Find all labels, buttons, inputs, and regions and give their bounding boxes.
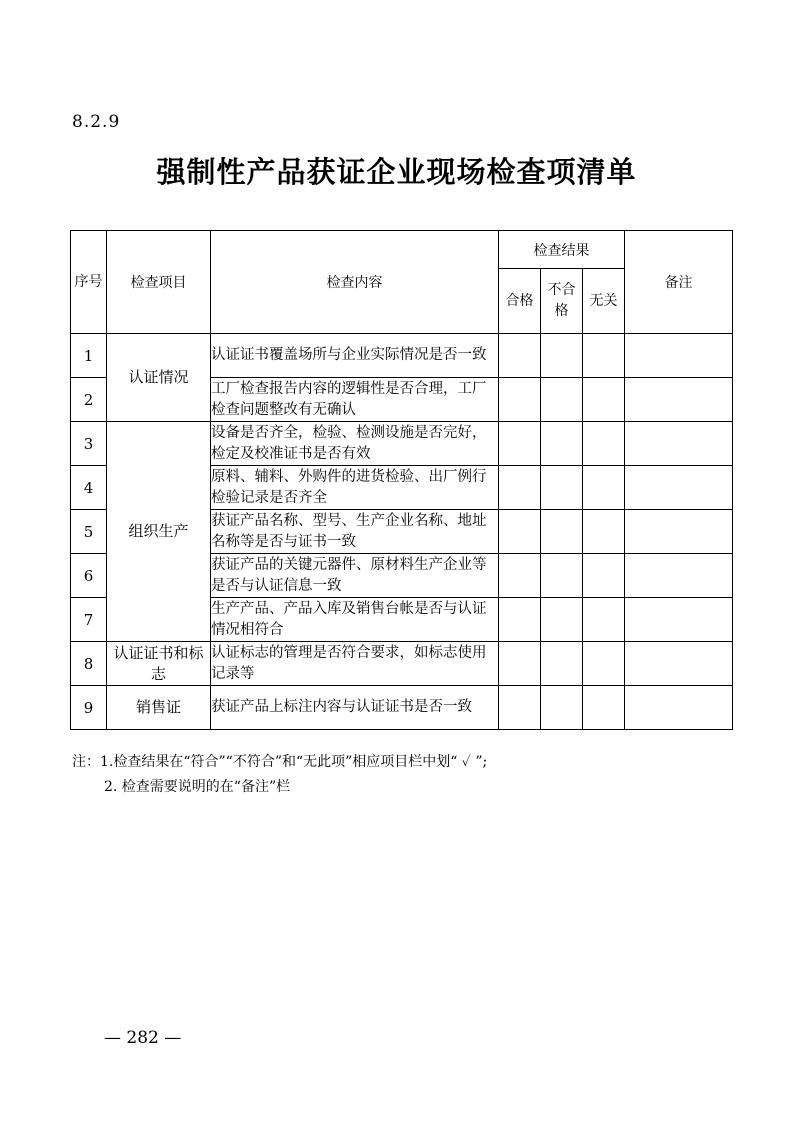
fail-cell[interactable] bbox=[541, 510, 583, 554]
group-label: 认证情况 bbox=[107, 334, 211, 422]
row-number: 6 bbox=[71, 554, 107, 598]
na-cell[interactable] bbox=[583, 554, 625, 598]
remark-cell[interactable] bbox=[625, 510, 733, 554]
row-number: 2 bbox=[71, 378, 107, 422]
row-number: 4 bbox=[71, 466, 107, 510]
na-header: 无关 bbox=[583, 269, 625, 334]
table-row bbox=[71, 422, 733, 466]
inspection-checklist-table bbox=[70, 230, 733, 730]
remark-cell[interactable] bbox=[625, 554, 733, 598]
fail-cell[interactable] bbox=[541, 422, 583, 466]
seq-header: 序号 bbox=[71, 231, 107, 334]
row-content: 认证标志的管理是否符合要求，如标志使用记录等 bbox=[211, 642, 499, 686]
table-row bbox=[71, 686, 733, 730]
page-number: — 282 — bbox=[104, 1028, 182, 1048]
section-number: 8.2.9 bbox=[72, 112, 121, 132]
pass-cell[interactable] bbox=[499, 510, 541, 554]
fail-cell[interactable] bbox=[541, 466, 583, 510]
pass-cell[interactable] bbox=[499, 466, 541, 510]
pass-header: 合格 bbox=[499, 269, 541, 334]
row-number: 1 bbox=[71, 334, 107, 378]
row-content: 获证产品名称、型号、生产企业名称、地址名称等是否与证书一致 bbox=[211, 510, 499, 554]
fail-cell[interactable] bbox=[541, 554, 583, 598]
row-content: 设备是否齐全，检验、检测设施是否完好，检定及校准证书是否有效 bbox=[211, 422, 499, 466]
row-content: 获证产品上标注内容与认证证书是否一致 bbox=[211, 686, 499, 730]
remark-header: 备注 bbox=[625, 231, 733, 334]
na-cell[interactable] bbox=[583, 510, 625, 554]
na-cell[interactable] bbox=[583, 466, 625, 510]
group-label: 认证证书和标志 bbox=[107, 642, 211, 686]
remark-cell[interactable] bbox=[625, 466, 733, 510]
header-row bbox=[71, 231, 733, 269]
na-cell[interactable] bbox=[583, 686, 625, 730]
row-number: 3 bbox=[71, 422, 107, 466]
pass-cell[interactable] bbox=[499, 642, 541, 686]
note-line-1: 注：1.检查结果在“符合”“不符合”和“无此项”相应项目栏中划“ ✓ ”; bbox=[72, 754, 488, 770]
item-header: 检查项目 bbox=[107, 231, 211, 334]
na-cell[interactable] bbox=[583, 422, 625, 466]
content-header: 检查内容 bbox=[211, 231, 499, 334]
group-label: 销售证 bbox=[107, 686, 211, 730]
row-number: 8 bbox=[71, 642, 107, 686]
row-content: 工厂检查报告内容的逻辑性是否合理，工厂检查问题整改有无确认 bbox=[211, 378, 499, 422]
remark-cell[interactable] bbox=[625, 378, 733, 422]
row-content: 原料、辅料、外购件的进货检验、出厂例行检验记录是否齐全 bbox=[211, 466, 499, 510]
note-line-2: 2. 检查需要说明的在“备注”栏 bbox=[104, 779, 291, 795]
pass-cell[interactable] bbox=[499, 598, 541, 642]
na-cell[interactable] bbox=[583, 598, 625, 642]
pass-cell[interactable] bbox=[499, 334, 541, 378]
pass-cell[interactable] bbox=[499, 422, 541, 466]
table-row bbox=[71, 334, 733, 378]
remark-cell[interactable] bbox=[625, 686, 733, 730]
fail-cell[interactable] bbox=[541, 642, 583, 686]
na-cell[interactable] bbox=[583, 378, 625, 422]
fail-header: 不合格 bbox=[541, 269, 583, 334]
na-cell[interactable] bbox=[583, 642, 625, 686]
remark-cell[interactable] bbox=[625, 334, 733, 378]
result-header: 检查结果 bbox=[499, 231, 625, 269]
document-title: 强制性产品获证企业现场检查项清单 bbox=[156, 155, 637, 189]
group-label: 组织生产 bbox=[107, 422, 211, 642]
fail-cell[interactable] bbox=[541, 378, 583, 422]
row-content: 认证证书覆盖场所与企业实际情况是否一致 bbox=[211, 334, 499, 378]
pass-cell[interactable] bbox=[499, 686, 541, 730]
fail-cell[interactable] bbox=[541, 334, 583, 378]
fail-cell[interactable] bbox=[541, 598, 583, 642]
na-cell[interactable] bbox=[583, 334, 625, 378]
pass-cell[interactable] bbox=[499, 378, 541, 422]
table-row bbox=[71, 642, 733, 686]
row-number: 9 bbox=[71, 686, 107, 730]
row-content: 生产产品、产品入库及销售台帐是否与认证情况相符合 bbox=[211, 598, 499, 642]
remark-cell[interactable] bbox=[625, 422, 733, 466]
row-number: 5 bbox=[71, 510, 107, 554]
notes bbox=[72, 750, 487, 800]
row-content: 获证产品的关键元器件、原材料生产企业等是否与认证信息一致 bbox=[211, 554, 499, 598]
remark-cell[interactable] bbox=[625, 642, 733, 686]
pass-cell[interactable] bbox=[499, 554, 541, 598]
remark-cell[interactable] bbox=[625, 598, 733, 642]
row-number: 7 bbox=[71, 598, 107, 642]
fail-cell[interactable] bbox=[541, 686, 583, 730]
